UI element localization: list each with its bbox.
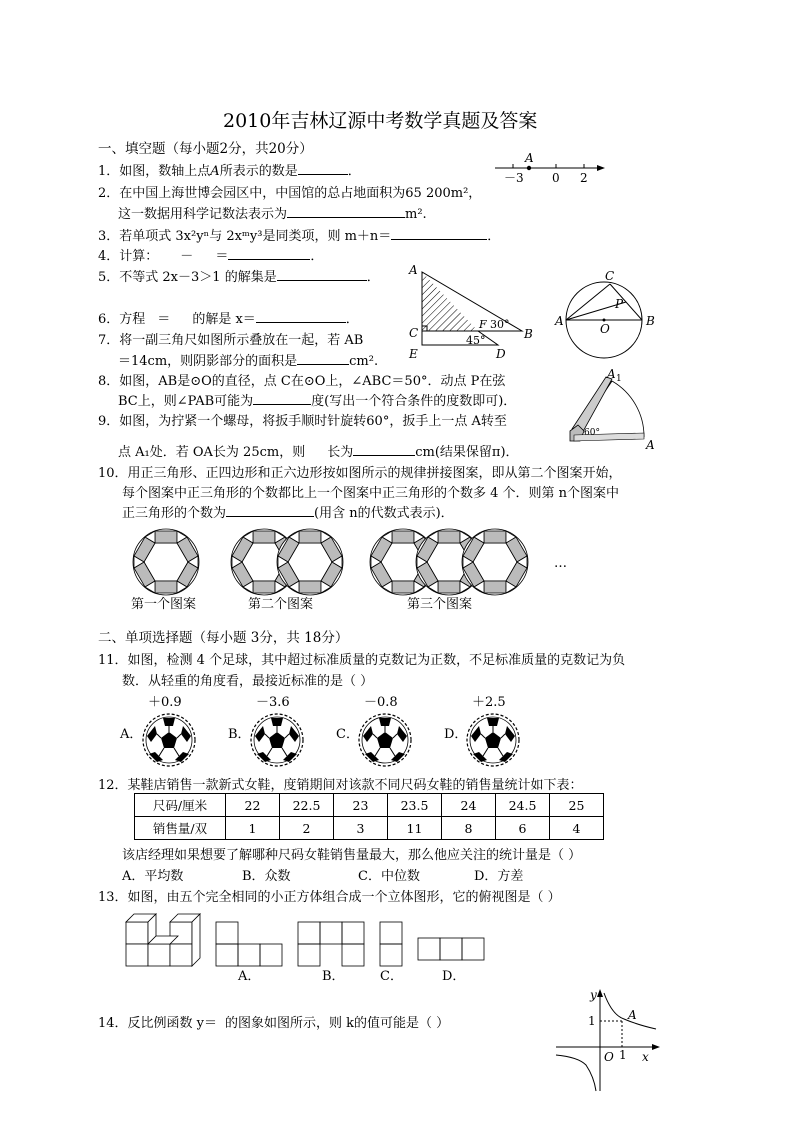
caption-2: 第二个图案: [248, 597, 314, 612]
point-a-dot: [527, 166, 531, 170]
label-c: C: [409, 326, 419, 340]
ball-b: [251, 714, 303, 766]
question-10: 10．用正三角形、正四边形和正六边形按如图所示的规律拼接图案，即从第二个图案开始，: [98, 466, 622, 481]
option-d-label: D．: [442, 969, 466, 984]
label-c: C: [605, 269, 615, 283]
question-6: 6．方程 ＝ 的解是 x＝ ．: [98, 312, 359, 327]
answer-blank: [297, 352, 349, 365]
question-8-line2: BC上，则∠PAB可能为 度(写出一个符合条件的度数即可)．: [118, 394, 517, 409]
label-subscript-1: 1: [616, 374, 622, 384]
pattern-2-tile: [277, 529, 343, 595]
label-o: O: [600, 322, 610, 336]
label-a: A: [555, 314, 564, 328]
question-13: 13．如图，由五个完全相同的小正方体组合成一个立体图形，它的俯视图是（ ）: [98, 890, 561, 905]
ball-d-value: ＋2.5: [472, 695, 506, 710]
question-10-line3: 正三角形的个数为 (用含 n的代数式表示)．: [122, 506, 454, 521]
option-b: B．: [228, 727, 251, 742]
question-3: 3．若单项式 3x²yⁿ与 2xᵐy³是同类项，则 m＋n＝ ．: [98, 229, 501, 244]
point-a-label: A: [525, 151, 534, 165]
label-f: F: [479, 318, 487, 331]
table-cell: 11: [388, 817, 442, 840]
option-a: A．平均数: [122, 869, 184, 884]
question-2: 2．在中国上海世博会园区中，中国馆的总占地面积为65 200m²，: [98, 186, 482, 201]
label-b: B: [646, 314, 655, 328]
answer-blank: [298, 162, 348, 175]
table-row: [135, 817, 604, 840]
table-cell: 4: [550, 817, 604, 840]
answer-blank: [277, 268, 367, 281]
table-cell: 2: [280, 817, 334, 840]
ball-d: [467, 714, 519, 766]
option-b: B．众数: [242, 869, 291, 884]
option-c-label: C．: [380, 969, 403, 984]
table-row: [135, 794, 604, 817]
answer-blank: [226, 504, 314, 517]
option-c: C．: [336, 727, 359, 742]
label-b: B: [524, 327, 533, 341]
pattern-1: [133, 529, 199, 595]
answer-blank: [253, 392, 311, 405]
label-angle-45: 45°: [466, 334, 486, 347]
table-cell: 1: [226, 817, 280, 840]
ball-a: [143, 714, 195, 766]
question-12-line2: 该店经理如果想要了解哪种尺码女鞋销售量最大，那么他应关注的统计量是（ ）: [122, 848, 582, 863]
circle-figure: [550, 265, 662, 365]
ball-c-value: －0.8: [364, 695, 398, 710]
question-1: 1．如图，数轴上点A所表示的数是 ．: [98, 164, 361, 179]
answer-blank: [228, 247, 310, 260]
point-a-label: A: [628, 1008, 637, 1022]
question-8: 8．如图，AB是⊙O的直径，点 C在⊙O上，∠ABC＝50°．动点 P在弦: [98, 374, 506, 389]
table-cell: 23.5: [388, 794, 442, 817]
wrench-figure: [560, 365, 660, 455]
label-p: P: [615, 297, 624, 311]
sales-table: [134, 793, 604, 840]
label-angle-30: 30°: [490, 318, 510, 331]
x-tick-label: 1: [619, 1048, 627, 1062]
y-axis-label: y: [590, 988, 597, 1002]
origin-label: O: [604, 1050, 614, 1064]
table-cell: 22: [226, 794, 280, 817]
question-14: 14．反比例函数 y＝ 的图象如图所示，则 k的值可能是（ ）: [98, 1016, 450, 1031]
option-a-view: [216, 922, 282, 966]
label-a1: A: [607, 367, 616, 381]
question-7: 7．将一副三角尺如图所示叠放在一起，若 AB: [98, 333, 364, 348]
table-header-cell: 销售量/双: [135, 817, 226, 840]
ball-c: [359, 714, 411, 766]
page-title: 2010年吉林辽源中考数学真题及答案: [223, 110, 538, 132]
table-cell: 22.5: [280, 794, 334, 817]
question-9-line2: 点 A₁处．若 OA长为 25cm，则 长为 cm(结果保留π)．: [118, 445, 519, 460]
answer-blank: [353, 443, 415, 456]
option-c-view: [380, 922, 402, 966]
question-12: 12．某鞋店销售一款新式女鞋，度销期间对该款不同尺码女鞋的销售量统计如下表：: [98, 778, 583, 793]
caption-1: 第一个图案: [131, 597, 197, 612]
cube-views-figure: [120, 908, 500, 984]
table-cell: 23: [334, 794, 388, 817]
option-d-view: [418, 938, 484, 960]
question-11: 11．如图，检测 4 个足球，其中超过标准质量的克数记为正数，不足标准质量的克数记为负: [98, 653, 626, 668]
number-line-figure: [493, 150, 608, 184]
pattern-3-tile: [462, 529, 528, 595]
solid-drawing: [126, 914, 200, 966]
table-cell: 25: [550, 794, 604, 817]
answer-blank: [287, 205, 405, 218]
option-a-label: A．: [238, 969, 261, 984]
question-10-line2: 每个图案中正三角形的个数都比上一个图案中正三角形的个数多 4 个．则第 n个图案中: [122, 486, 620, 501]
label-a: A: [646, 438, 655, 452]
label-e: E: [409, 347, 418, 361]
option-b-label: B．: [322, 969, 345, 984]
question-11-line2: 数．从轻重的角度看，最接近标准的是（ ）: [122, 674, 374, 689]
question-4: 4．计算： － ＝ ．: [98, 249, 324, 264]
set-square-figure: [402, 258, 542, 364]
question-7-line2: ＝14cm，则阴影部分的面积是 cm².: [118, 354, 379, 369]
question-2-line2: 这一数据用科学记数法表示为 m².: [118, 207, 427, 222]
option-a: A．: [120, 727, 143, 742]
x-axis-label: x: [642, 1050, 649, 1064]
ball-b-value: －3.6: [256, 695, 290, 710]
label-a: A: [409, 263, 418, 277]
answer-blank: [256, 310, 346, 323]
tiling-patterns-figure: [126, 524, 616, 620]
inverse-function-graph: [552, 985, 664, 1097]
option-d: D．: [444, 727, 468, 742]
caption-3: 第三个图案: [407, 597, 473, 612]
option-d: D．方差: [474, 869, 524, 884]
table-cell: 3: [334, 817, 388, 840]
answer-blank: [391, 227, 487, 240]
table-cell: 6: [496, 817, 550, 840]
y-tick-label: 1: [588, 1014, 596, 1028]
tick-label: 2: [580, 171, 588, 184]
label-d: D: [496, 347, 506, 361]
soccer-balls-figure: [118, 692, 538, 772]
table-header-cell: 尺码/厘米: [135, 794, 226, 817]
table-cell: 8: [442, 817, 496, 840]
table-cell: 24.5: [496, 794, 550, 817]
question-5: 5．不等式 2x－3＞1 的解集是 ．: [98, 270, 380, 285]
tick-label: －3: [504, 171, 524, 184]
label-angle-60: 60°: [584, 428, 600, 438]
table-cell: 24: [442, 794, 496, 817]
question-9: 9．如图，为拧紧一个螺母，将扳手顺时针旋转60°，扳手上一点 A转至: [98, 414, 507, 429]
option-b-view: [298, 922, 364, 966]
tick-label: 0: [552, 171, 560, 184]
section-2-header: 二、单项选择题（每小题 3分，共 18分）: [98, 630, 349, 646]
ellipsis: …: [554, 556, 567, 571]
ball-a-value: ＋0.9: [148, 695, 182, 710]
section-1-header: 一、填空题（每小题2分，共20分）: [98, 141, 313, 157]
option-c: C．中位数: [358, 869, 420, 884]
